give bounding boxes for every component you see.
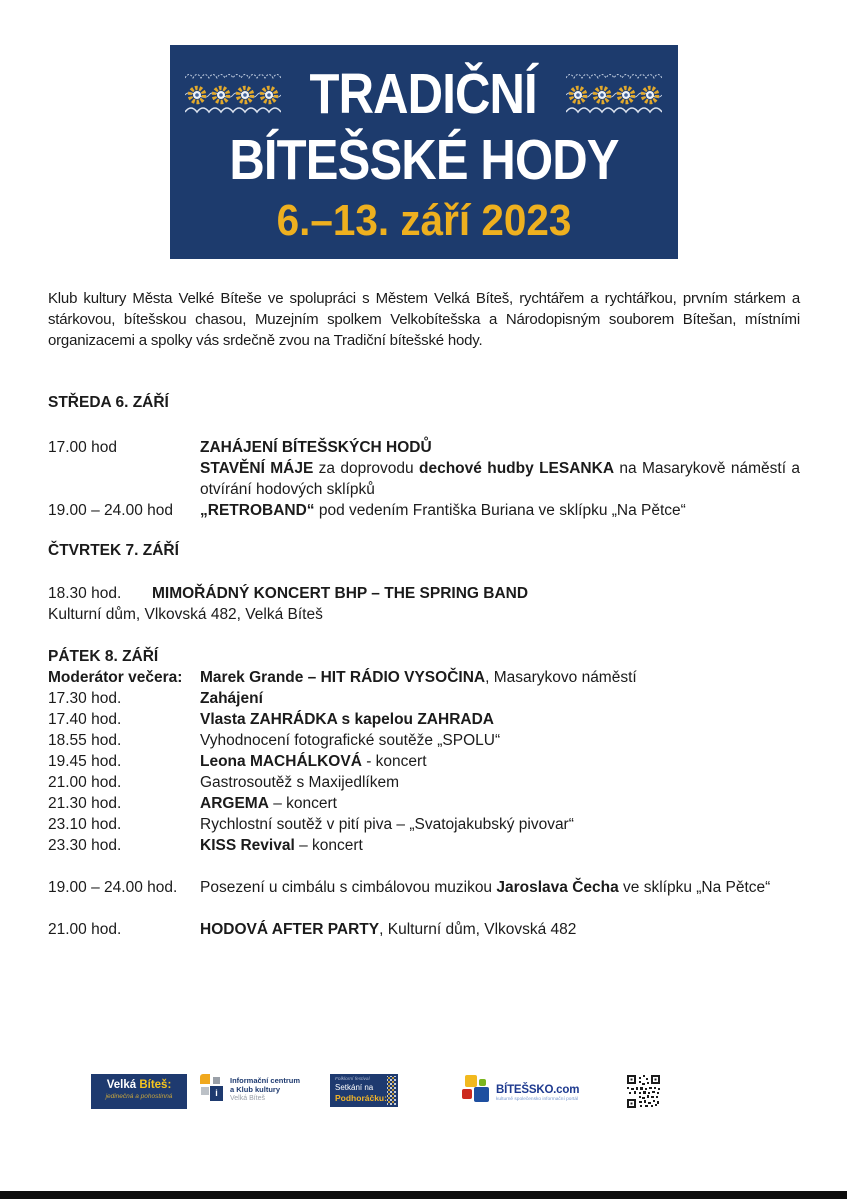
event-description <box>200 437 800 500</box>
event-time: 19.00 – 24.00 hod <box>48 502 173 519</box>
schedule-row <box>48 877 800 898</box>
moderator-venue: , Masarykovo náměstí <box>485 669 637 686</box>
event-detail-text: Posezení u cimbálu s cimbálovou muzikou <box>200 879 497 896</box>
event-title: KISS Revival <box>200 837 295 854</box>
schedule-row <box>48 835 800 856</box>
event-detail-text: ve sklípku „Na Pětce“ <box>618 879 771 896</box>
event-time: 18.30 hod. <box>48 585 122 602</box>
event-detail-text: Rychlostní soutěž v pití piva – „Svatojakubský pivovar“ <box>200 816 574 833</box>
event-detail-text: , Kulturní dům, Vlkovská 482 <box>379 921 577 938</box>
podhoracku-festival-label: Folklorní festival <box>335 1077 370 1082</box>
event-time: 19.00 – 24.00 hod. <box>48 879 178 896</box>
page-bottom-bar <box>0 1191 847 1199</box>
event-description <box>200 772 800 793</box>
bitessko-logo <box>462 1075 579 1103</box>
folk-ornament-left-icon <box>185 71 281 117</box>
event-description <box>200 709 800 730</box>
section-heading-thursday: ČTVRTEK 7. ZÁŘÍ <box>48 542 179 559</box>
schedule-row <box>48 814 800 835</box>
event-detail <box>200 458 800 500</box>
event-detail-text: – koncert <box>268 795 337 812</box>
event-detail-text: pod vedením Františka Buriana ve sklípku „Na Pětce“ <box>314 502 686 519</box>
event-title: MIMOŘÁDNÝ KONCERT BHP – THE SPRING BAND <box>152 585 529 602</box>
schedule-row <box>48 919 800 940</box>
event-description <box>200 793 800 814</box>
event-detail-bold: dechové hudby LESANKA <box>419 460 615 477</box>
event-description <box>200 500 800 521</box>
bitessko-tagline: kulturně společensko informační portál <box>496 1097 579 1102</box>
event-time: 21.00 hod. <box>48 774 122 791</box>
moderator-name: Marek Grande – HIT RÁDIO VYSOČINA <box>200 669 486 686</box>
bitessko-text <box>496 1084 579 1103</box>
event-description <box>200 814 800 835</box>
schedule-row <box>48 751 800 772</box>
schedule-row <box>48 793 800 814</box>
event-detail-text: za doprovodu <box>313 460 419 477</box>
velka-bites-name <box>91 1079 187 1092</box>
event-description <box>200 877 800 898</box>
event-description <box>200 751 800 772</box>
event-detail-text: Gastrosoutěž s Maxijedlíkem <box>200 774 399 791</box>
info-centrum-line3: Velká Bíteš <box>230 1094 266 1102</box>
moderator-description <box>200 667 800 688</box>
velka-bites-name-white: Velká <box>106 1079 140 1091</box>
event-title: Leona MACHÁLKOVÁ <box>200 753 362 770</box>
event-title: Zahájení <box>200 690 263 707</box>
section-heading-friday: PÁTEK 8. ZÁŘÍ <box>48 648 159 665</box>
program-content <box>0 288 847 940</box>
event-time: 17.40 hod. <box>48 711 122 728</box>
event-title: „RETROBAND“ <box>200 502 315 519</box>
event-detail-text: - koncert <box>361 753 427 770</box>
info-centrum-squares-icon: i <box>200 1074 224 1104</box>
event-time: 18.55 hod. <box>48 732 122 749</box>
qr-code-icon <box>627 1075 660 1108</box>
intro-paragraph: Klub kultury Města Velké Bíteše ve spolupráci s Městem Velká Bíteš, rychtářem a rychtářkou, prvním stárkem a stárkovou, bítešskou chasou, Muzejním spolkem Velkobítešska a Národopisným souborem Bítešan, místními organizacemi a spolky vás srdečně zvou na Tradiční bítešské hody. <box>48 290 800 349</box>
banner-title-line1: TRADIČNÍ <box>309 62 538 126</box>
event-venue: Kulturní dům, Vlkovská 482, Velká Bíteš <box>48 606 323 623</box>
event-description <box>200 730 800 751</box>
event-description <box>200 919 800 940</box>
wednesday-rows <box>48 437 800 521</box>
section-heading-wednesday: STŘEDA 6. ZÁŘÍ <box>48 394 169 411</box>
info-centrum-text <box>230 1076 300 1103</box>
event-time: 23.10 hod. <box>48 816 122 833</box>
velka-bites-tagline: jedinečná a pohostinná <box>105 1093 173 1100</box>
event-time: 17.00 hod <box>48 439 117 456</box>
velka-bites-logo <box>91 1074 187 1109</box>
event-detail-text: Vyhodnocení fotografické soutěže „SPOLU“ <box>200 732 501 749</box>
friday-items <box>48 688 800 856</box>
qr-code <box>627 1075 660 1113</box>
podhoracku-line2: Podhoráčku: <box>335 1093 387 1103</box>
schedule-row <box>48 437 800 500</box>
moderator-row <box>48 667 800 688</box>
schedule-row <box>48 772 800 793</box>
info-centrum-line2: a Klub kultury <box>230 1084 281 1094</box>
event-description <box>200 835 800 856</box>
sponsor-logos <box>0 1072 847 1118</box>
event-time: 17.30 hod. <box>48 690 122 707</box>
event-title: ZAHÁJENÍ BÍTEŠSKÝCH HODŮ <box>200 439 432 456</box>
event-detail-bold: STAVĚNÍ MÁJE <box>200 460 314 477</box>
banner-title-row <box>170 59 678 129</box>
event-banner <box>170 45 678 259</box>
event-time: 23.30 hod. <box>48 837 122 854</box>
event-time: 19.45 hod. <box>48 753 122 770</box>
info-centrum-line1: Informační centrum <box>230 1075 301 1085</box>
schedule-row <box>48 688 800 709</box>
info-centrum-logo <box>200 1074 300 1104</box>
event-time: 21.30 hod. <box>48 795 122 812</box>
event-time: 21.00 hod. <box>48 921 122 938</box>
event-title: Jaroslava Čecha <box>496 879 619 896</box>
schedule-row <box>48 500 800 521</box>
banner-date: 6.–13. září 2023 <box>276 196 571 245</box>
event-title: Vlasta ZAHRÁDKA s kapelou ZAHRADA <box>200 711 494 728</box>
banner-title-line2: BÍTEŠSKÉ HODY <box>228 128 619 192</box>
folk-ornament-right-icon <box>566 71 662 117</box>
event-detail-text: – koncert <box>294 837 363 854</box>
schedule-row <box>48 709 800 730</box>
event-title: HODOVÁ AFTER PARTY <box>200 921 380 938</box>
bitessko-name: BÍTEŠSKO.com <box>496 1084 580 1096</box>
event-description <box>200 688 800 709</box>
event-detail-text: na Masarykově náměstí a otvírání hodových sklípků <box>200 460 800 498</box>
moderator-label: Moderátor večera: <box>48 669 183 686</box>
podhoracku-line1: Setkání na <box>335 1083 374 1092</box>
schedule-row <box>48 583 800 604</box>
bitessko-squares-icon <box>462 1075 492 1103</box>
event-title: ARGEMA <box>200 795 269 812</box>
schedule-row <box>48 730 800 751</box>
podhoracku-logo <box>330 1074 398 1107</box>
velka-bites-name-yellow: Bíteš: <box>139 1079 172 1091</box>
